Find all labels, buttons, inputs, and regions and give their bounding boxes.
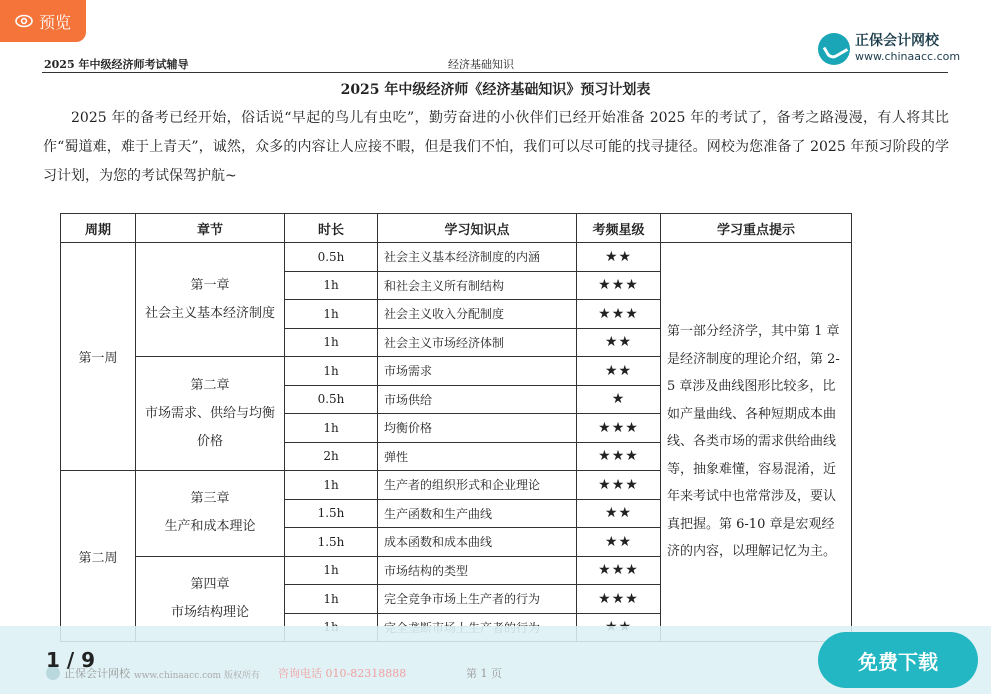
stars-cell: ★★ — [577, 528, 661, 557]
week-cell: 第一周 — [61, 243, 136, 471]
brand-logo — [818, 33, 960, 65]
logo-icon — [818, 33, 850, 65]
stars-cell: ★★★ — [577, 442, 661, 471]
footer-brand-name: 正保会计网校 — [64, 667, 130, 680]
chapter-name: 社会主义基本经济制度 — [144, 305, 275, 321]
header-chapter: 章节 — [136, 214, 285, 243]
chapter-name: 市场结构理论 — [170, 604, 249, 620]
chapter-name: 市场需求、供给与均衡 — [144, 405, 275, 421]
stars-cell: ★★ — [577, 357, 661, 386]
logo-url: www.chinaacc.com — [855, 50, 961, 63]
header-subject: 经济基础知识 — [448, 58, 514, 71]
intro-paragraph: 2025 年的备考已经开始，俗话说“早起的鸟儿有虫吃”，勤劳奋进的小伙伴们已经开始准备 2025 年的考试了，备考之路漫漫，有人将其比作“蜀道难，难于上青天”，诚然，众多的内容让人应接不暇，但是我们不怕，我们可以尽可能的找寻捷径。网校为您准备了 2025 年预习阶段的学习计划，为您的考试保驾护航~ — [43, 110, 949, 184]
preview-label: 预览 — [38, 12, 71, 32]
stars-cell: ★★ — [577, 243, 661, 272]
chapter-number: 第四章 — [190, 576, 230, 592]
stars-cell: ★★★ — [577, 556, 661, 585]
header-divider — [42, 72, 948, 73]
chapter-cell — [136, 471, 285, 557]
tips-cell: 第一部分经济学，其中第 1 章是经济制度的理论介绍，第 2-5 章涉及曲线图形比较多，比如产量曲线、各种短期成本曲线、各类市场的需求供给曲线等，抽象难懂，容易混淆，近年来考试中也常常涉及，要认真把握。第 6-10 章是宏观经济的内容，以理解记忆为主。 — [661, 243, 852, 642]
stars-cell: ★★★ — [577, 585, 661, 614]
point-cell: 弹性 — [378, 442, 577, 471]
duration-cell: 1.5h — [285, 499, 378, 528]
eye-icon — [15, 14, 33, 28]
point-cell: 完全竞争市场上生产者的行为 — [378, 585, 577, 614]
page-counter: 1 / 9 — [46, 648, 96, 672]
duration-cell: 1h — [285, 300, 378, 329]
duration-cell: 1h — [285, 357, 378, 386]
point-cell: 成本函数和成本曲线 — [378, 528, 577, 557]
table-header-row — [61, 214, 852, 243]
duration-cell: 1h — [285, 556, 378, 585]
chapter-number: 第一章 — [190, 277, 230, 293]
stars-cell: ★★★ — [577, 471, 661, 500]
stars-cell: ★★★ — [577, 300, 661, 329]
header-left-title: 2025 年中级经济师考试辅导 — [44, 58, 189, 71]
stars-cell: ★★★ — [577, 414, 661, 443]
stars-cell: ★★★ — [577, 271, 661, 300]
duration-cell: 1h — [285, 414, 378, 443]
point-cell: 均衡价格 — [378, 414, 577, 443]
point-cell: 市场结构的类型 — [378, 556, 577, 585]
chapter-name: 生产和成本理论 — [164, 519, 256, 535]
header-knowledge-point: 学习知识点 — [378, 214, 577, 243]
duration-cell: 1h — [285, 271, 378, 300]
point-cell: 社会主义市场经济体制 — [378, 328, 577, 357]
logo-name: 正保会计网校 — [855, 33, 939, 49]
point-cell: 和社会主义所有制结构 — [378, 271, 577, 300]
duration-cell: 1h — [285, 328, 378, 357]
point-cell: 生产者的组织形式和企业理论 — [378, 471, 577, 500]
point-cell: 市场供给 — [378, 385, 577, 414]
duration-cell: 1h — [285, 585, 378, 614]
header-week: 周期 — [61, 214, 136, 243]
chapter-number: 第二章 — [190, 377, 230, 393]
duration-cell: 0.5h — [285, 385, 378, 414]
free-download-button[interactable]: 免费下载 — [818, 632, 978, 688]
point-cell: 社会主义收入分配制度 — [378, 300, 577, 329]
chapter-cell — [136, 357, 285, 471]
document-title: 2025 年中级经济师《经济基础知识》预习计划表 — [340, 82, 651, 98]
preview-button[interactable] — [0, 0, 86, 42]
header-frequency: 考频星级 — [577, 214, 661, 243]
stars-cell: ★★ — [577, 499, 661, 528]
footer-phone: 咨询电话 010-82318888 — [278, 667, 407, 680]
chapter-name-cont: 价格 — [196, 433, 223, 449]
duration-cell: 0.5h — [285, 243, 378, 272]
header-tips: 学习重点提示 — [661, 214, 852, 243]
duration-cell: 2h — [285, 442, 378, 471]
stars-cell: ★ — [577, 385, 661, 414]
duration-cell: 1.5h — [285, 528, 378, 557]
table-row — [61, 243, 852, 272]
duration-cell: 1h — [285, 471, 378, 500]
point-cell: 社会主义基本经济制度的内涵 — [378, 243, 577, 272]
header-duration: 时长 — [285, 214, 378, 243]
chapter-cell — [136, 243, 285, 357]
point-cell: 生产函数和生产曲线 — [378, 499, 577, 528]
week-cell: 第二周 — [61, 471, 136, 642]
stars-cell: ★★ — [577, 328, 661, 357]
chapter-number: 第三章 — [190, 491, 230, 507]
point-cell: 市场需求 — [378, 357, 577, 386]
footer-page-number: 第 1 页 — [466, 667, 502, 680]
study-plan-table — [60, 213, 852, 642]
footer-url: www.chinaacc.com 版权所有 — [134, 671, 260, 681]
